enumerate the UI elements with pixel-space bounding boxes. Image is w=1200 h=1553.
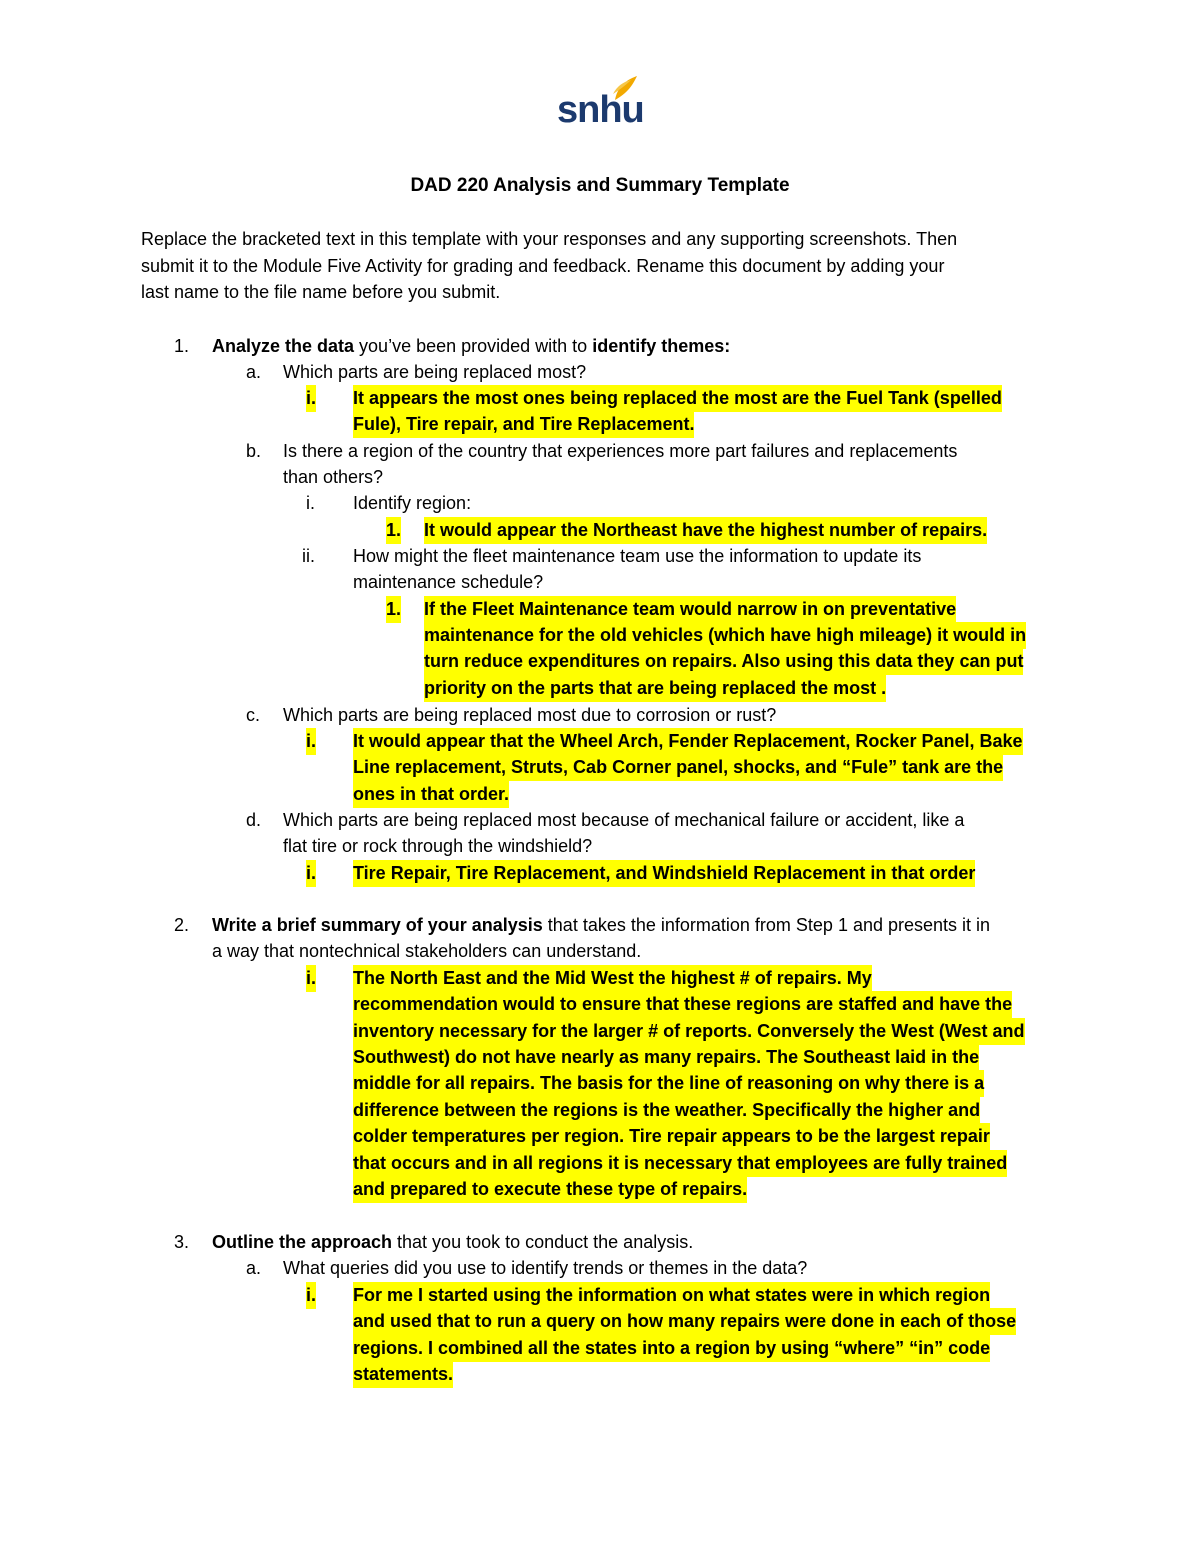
q1b-i-answer-marker: 1.	[386, 517, 401, 544]
q1c-answer-line: ones in that order.	[353, 781, 509, 808]
q2-answer-line: recommendation would to ensure that these regions are staffed and have the	[353, 991, 1012, 1018]
intro-line: last name to the file name before you submit.	[141, 282, 501, 302]
q2-answer-marker: i.	[306, 965, 316, 992]
q1-bold2: identify themes:	[592, 336, 731, 356]
q2-answer-line: difference between the regions is the weather. Specifically the higher and	[353, 1097, 980, 1124]
q2-text1: that takes the information from Step 1 and presents it in	[542, 915, 991, 935]
q1b-ii-answer-line: turn reduce expenditures on repairs. Also using this data they can put	[424, 648, 1023, 675]
q1b-ii-answer-marker: 1.	[386, 596, 401, 623]
q1d-question-line: Which parts are being replaced most because of mechanical failure or accident, like a	[283, 810, 965, 830]
q1b-i-marker: i.	[306, 493, 315, 513]
intro-paragraph	[141, 226, 1061, 306]
q3a-marker: a.	[246, 1258, 262, 1278]
q1d-question-line: flat tire or rock through the windshield?	[283, 836, 593, 856]
q1b-i-answer: It would appear the Northeast have the highest number of repairs.	[424, 517, 987, 544]
q1b-ii-answer-line: priority on the parts that are being replaced the most .	[424, 675, 886, 702]
intro-line: Replace the bracketed text in this template with your responses and any supporting screenshots. Then	[141, 229, 958, 249]
q3-text1: that you took to conduct the analysis.	[392, 1232, 694, 1252]
q1c-answer-line: Line replacement, Struts, Cab Corner panel, shocks, and “Fule” tank are the	[353, 754, 1003, 781]
q1a-answer-line: It appears the most ones being replaced the most are the Fuel Tank (spelled	[353, 385, 1002, 412]
q3a-answer-line: regions. I combined all the states into a region by using “where” “in” code	[353, 1335, 990, 1362]
q1d-answer-marker: i.	[306, 860, 316, 887]
q1c-answer-line: It would appear that the Wheel Arch, Fender Replacement, Rocker Panel, Bake	[353, 728, 1023, 755]
q3a-answer-line: statements.	[353, 1361, 453, 1388]
q3a-answer-line: and used that to run a query on how many repairs were done in each of those	[353, 1308, 1016, 1335]
q1b-ii-answer-line: If the Fleet Maintenance team would narrow in on preventative	[424, 596, 956, 623]
q2-answer-line: colder temperatures per region. Tire repair appears to be the largest repair	[353, 1123, 990, 1150]
logo-text: snhu	[557, 89, 644, 131]
q2-answer-line: The North East and the Mid West the highest # of repairs. My	[353, 965, 872, 992]
q1c-question: Which parts are being replaced most due to corrosion or rust?	[283, 705, 777, 725]
q1b-question-line: than others?	[283, 467, 384, 487]
q2-answer-line: and prepared to execute these type of repairs.	[353, 1176, 747, 1203]
q1b-question-line: Is there a region of the country that experiences more part failures and replacements	[283, 441, 958, 461]
q2-number: 2.	[174, 915, 190, 935]
q1b-ii-question-line: How might the fleet maintenance team use the information to update its	[353, 546, 922, 566]
q2-heading-line2: a way that nontechnical stakeholders can understand.	[212, 941, 642, 961]
q1b-ii-answer-line: maintenance for the old vehicles (which have high mileage) it would in	[424, 622, 1026, 649]
q3-heading	[212, 1229, 693, 1256]
q2-answer-line: that occurs and in all regions it is necessary that employees are fully trained	[353, 1150, 1007, 1177]
q2-answer-line: inventory necessary for the larger # of reports. Conversely the West (West and	[353, 1018, 1025, 1045]
q2-answer-line: Southwest) do not have nearly as many repairs. The Southeast laid in the	[353, 1044, 979, 1071]
q1b-ii-question-line: maintenance schedule?	[353, 572, 544, 592]
q3-number: 3.	[174, 1232, 190, 1252]
q3a-answer-marker: i.	[306, 1282, 316, 1309]
q1-text1: you’ve been provided with to	[354, 336, 593, 356]
q1b-ii-marker: ii.	[302, 546, 315, 566]
q1-number: 1.	[174, 336, 190, 356]
snhu-logo	[557, 74, 644, 134]
document-title: DAD 220 Analysis and Summary Template	[410, 175, 790, 196]
q1-bold1: Analyze the data	[212, 336, 355, 356]
q1-heading	[212, 333, 730, 360]
q1d-answer: Tire Repair, Tire Replacement, and Windshield Replacement in that order	[353, 860, 975, 887]
intro-line: submit it to the Module Five Activity for grading and feedback. Rename this document by adding your	[141, 255, 945, 276]
q1a-marker: a.	[246, 362, 262, 382]
q1d-marker: d.	[246, 810, 262, 830]
q3a-answer-line: For me I started using the information on what states were in which region	[353, 1282, 990, 1309]
q2-heading	[212, 912, 990, 939]
q1a-answer-marker: i.	[306, 385, 316, 412]
q3-bold1: Outline the approach	[212, 1232, 393, 1252]
q1c-answer-marker: i.	[306, 728, 316, 755]
q1a-answer-line: Fule), Tire repair, and Tire Replacement.	[353, 411, 694, 438]
q1b-marker: b.	[246, 441, 262, 461]
q1b-i-question: Identify region:	[353, 493, 472, 513]
q2-bold1: Write a brief summary of your analysis	[212, 915, 543, 935]
q3a-question: What queries did you use to identify trends or themes in the data?	[283, 1258, 808, 1278]
q1a-question: Which parts are being replaced most?	[283, 362, 587, 382]
q1c-marker: c.	[246, 705, 261, 725]
q2-answer-line: middle for all repairs. The basis for the line of reasoning on why there is a	[353, 1070, 984, 1097]
